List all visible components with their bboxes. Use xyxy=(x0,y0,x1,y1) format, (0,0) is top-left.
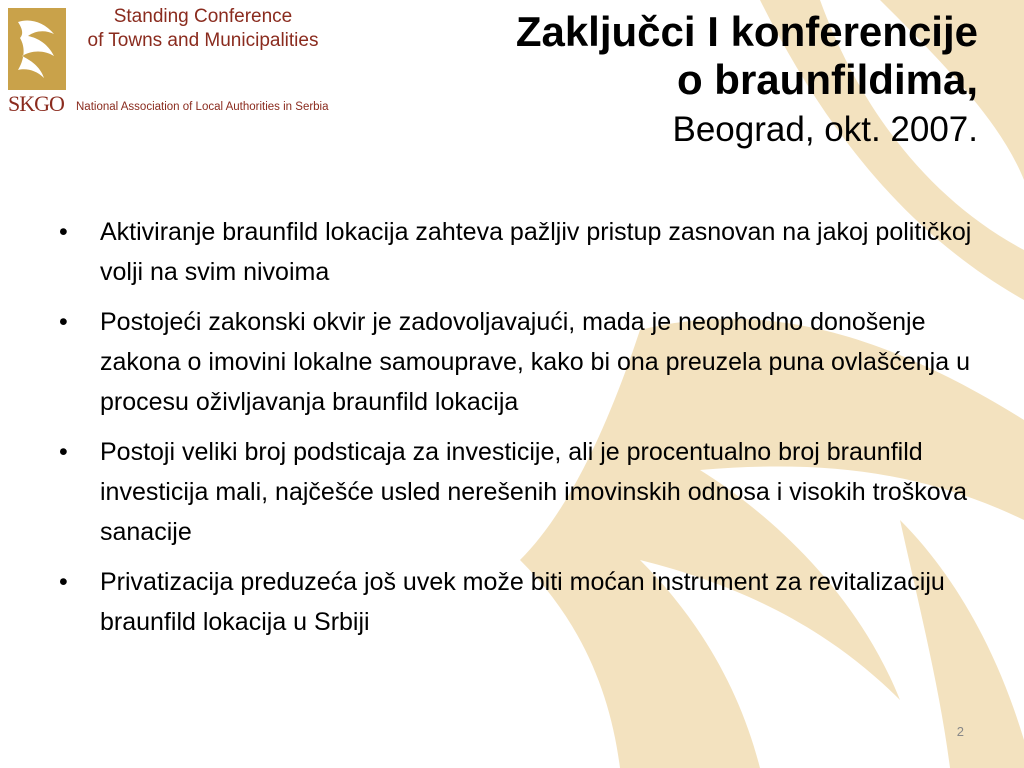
logo-emblem-icon xyxy=(8,8,66,90)
bullet-icon: • xyxy=(59,438,68,466)
bullet-icon: • xyxy=(59,308,68,336)
logo-abbreviation: SKGO xyxy=(8,91,64,116)
logo-name-line2: of Towns and Municipalities xyxy=(87,30,319,51)
title-line1: Zaključci I konferencije xyxy=(515,8,978,55)
bullet-text: Postoji veliki broj podsticaja za investicije, ali je procentualno broj braunfild investicija mali, najčešće usled nerešenih imovinskih odnosa i visokih troškova sanacije xyxy=(100,438,968,546)
title-subtitle: Beograd, okt. 2007. xyxy=(672,110,978,149)
bullet-icon: • xyxy=(59,568,68,596)
bullet-text: Postojeći zakonski okvir je zadovoljavajući, mada je neophodno donošenje zakona o imovini lokalne samouprave, kako bi ona preuzela puna ovlašćenja u procesu oživljavanja braunfild lokacija xyxy=(100,308,970,416)
slide-title xyxy=(516,8,978,152)
bullet-item xyxy=(56,302,996,422)
logo-subtitle: National Association of Local Authorities in Serbia xyxy=(76,101,329,113)
bullet-text: Aktiviranje braunfild lokacija zahteva pažljiv pristup zasnovan na jakoj političkoj volji na svim nivoima xyxy=(100,218,972,286)
bullet-item xyxy=(56,212,996,292)
organization-logo xyxy=(4,2,329,120)
logo-name-line1: Standing Conference xyxy=(113,6,293,27)
bullet-text: Privatizacija preduzeća još uvek može biti moćan instrument za revitalizaciju braunfild lokacija u Srbiji xyxy=(100,568,945,636)
bullet-item xyxy=(56,562,996,642)
bullet-item xyxy=(56,432,996,552)
page-number: 2 xyxy=(956,724,964,739)
title-line2: o braunfildima, xyxy=(676,56,978,103)
bullet-icon: • xyxy=(59,218,68,246)
bullet-list xyxy=(56,212,996,652)
